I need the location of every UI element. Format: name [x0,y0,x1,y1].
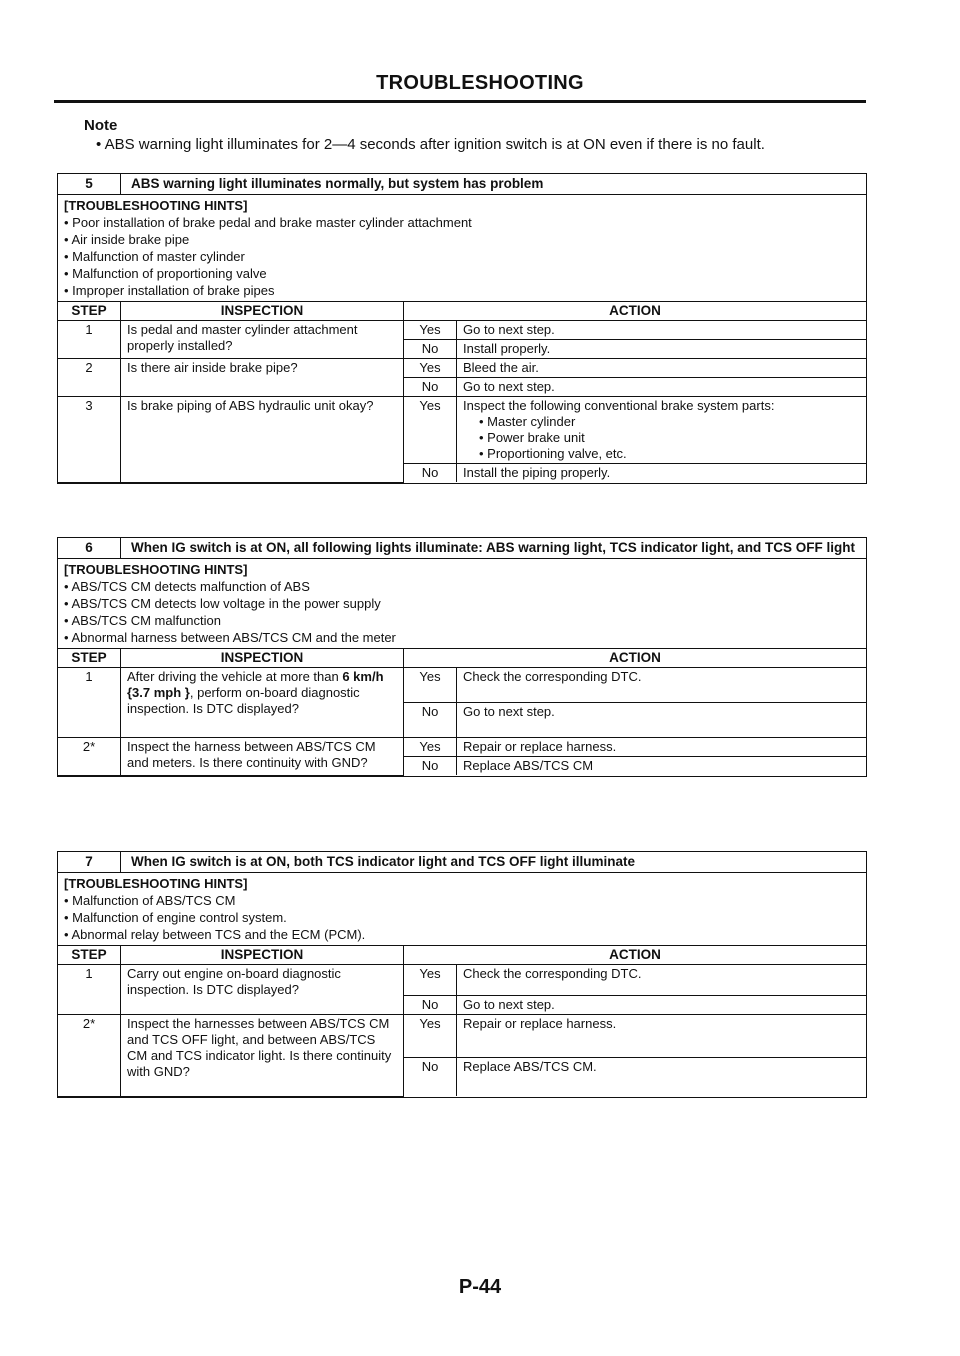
section-number: 5 [58,174,121,194]
table-header-row [58,649,866,668]
hints-block [58,873,866,946]
section-header [58,174,866,195]
col-inspection: INSPECTION [121,649,404,668]
step-number: 3 [58,397,121,483]
title-rule [54,100,866,103]
hint-item: • Malfunction of ABS/TCS CM [64,892,860,909]
section-6-box [57,537,867,777]
inspection-text: Inspect the harnesses between ABS/TCS CM and TCS OFF light, and between ABS/TCS CM and TCS indicator light. Is there continuity with GND? [121,1015,404,1097]
yes-label: Yes [404,321,457,340]
yes-action: Check the corresponding DTC. [457,668,867,703]
no-label: No [404,1058,457,1097]
col-action: ACTION [404,649,867,668]
hint-item: • Abnormal harness between ABS/TCS CM and the meter [64,629,860,646]
no-label: No [404,757,457,776]
col-step: STEP [58,302,121,321]
no-label: No [404,340,457,359]
yes-label: Yes [404,1015,457,1058]
table-header-row [58,302,866,321]
step-number: 1 [58,668,121,738]
step-number: 2* [58,1015,121,1097]
inspection-text: Is there air inside brake pipe? [121,359,404,397]
page-number: P-44 [458,1276,502,1298]
hints-title: [TROUBLESHOOTING HINTS] [64,876,248,891]
yes-label: Yes [404,359,457,378]
hint-item: • Abnormal relay between TCS and the ECM (PCM). [64,926,860,943]
yes-label: Yes [404,397,457,464]
hints-title: [TROUBLESHOOTING HINTS] [64,198,248,213]
no-label: No [404,703,457,738]
steps-table [58,302,866,483]
no-action: Go to next step. [457,703,867,738]
hint-item: • Malfunction of master cylinder [64,248,860,265]
hints-block [58,559,866,649]
table-row [58,738,866,757]
steps-table [58,649,866,776]
col-inspection: INSPECTION [121,946,404,965]
table-row [58,397,866,464]
yes-action: Repair or replace harness. [457,1015,867,1058]
hint-item: • Improper installation of brake pipes [64,282,860,299]
inspection-text: Inspect the harness between ABS/TCS CM and meters. Is there continuity with GND? [121,738,404,776]
no-action: Replace ABS/TCS CM [457,757,867,776]
step-number: 1 [58,321,121,359]
no-action: Replace ABS/TCS CM. [457,1058,867,1097]
hint-item: • ABS/TCS CM detects low voltage in the power supply [64,595,860,612]
no-action: Go to next step. [457,378,867,397]
no-label: No [404,378,457,397]
hint-item: • Poor installation of brake pedal and brake master cylinder attachment [64,214,860,231]
section-7-box [57,851,867,1098]
sub-item: • Master cylinder [463,414,860,430]
table-row [58,965,866,996]
no-label: No [404,464,457,483]
section-title: ABS warning light illuminates normally, but system has problem [131,176,544,191]
inspection-post: , perform on-board diagnostic inspection. Is DTC displayed? [127,685,360,716]
hint-item: • Malfunction of proportioning valve [64,265,860,282]
col-step: STEP [58,946,121,965]
col-action: ACTION [404,946,867,965]
hint-item: • Malfunction of engine control system. [64,909,860,926]
yes-action: Go to next step. [457,321,867,340]
section-header [58,538,866,559]
yes-label: Yes [404,668,457,703]
table-row [58,1015,866,1058]
section-title: When IG switch is at ON, all following lights illuminate: ABS warning light, TCS indicator light, and TCS OFF light [131,540,856,555]
steps-table [58,946,866,1097]
section-5-box [57,173,867,484]
step-number: 1 [58,965,121,1015]
no-label: No [404,996,457,1015]
yes-action: Inspect the following conventional brake system parts: [463,398,775,413]
inspection-pre: After driving the vehicle at more than [127,669,343,684]
table-row [58,359,866,378]
hint-item: • Air inside brake pipe [64,231,860,248]
hint-item: • ABS/TCS CM malfunction [64,612,860,629]
yes-label: Yes [404,738,457,757]
hint-item: • ABS/TCS CM detects malfunction of ABS [64,578,860,595]
yes-action: Bleed the air. [457,359,867,378]
table-row [58,321,866,340]
section-title: When IG switch is at ON, both TCS indicator light and TCS OFF light illuminate [131,854,636,869]
sub-item: • Proportioning valve, etc. [463,446,860,462]
hints-block [58,195,866,302]
col-step: STEP [58,649,121,668]
table-row [58,668,866,703]
page-title: TROUBLESHOOTING [376,72,584,94]
yes-label: Yes [404,965,457,996]
inspection-text: Is pedal and master cylinder attachment properly installed? [121,321,404,359]
col-action: ACTION [404,302,867,321]
note-text: • ABS warning light illuminates for 2—4 seconds after ignition switch is at ON even if there is no fault. [96,136,765,153]
inspection-text: Is brake piping of ABS hydraulic unit okay? [121,397,404,483]
no-action: Install the piping properly. [457,464,867,483]
inspection-text: Carry out engine on-board diagnostic inspection. Is DTC displayed? [121,965,404,1015]
yes-action-cell [457,397,867,464]
step-number: 2 [58,359,121,397]
yes-action: Repair or replace harness. [457,738,867,757]
step-number: 2* [58,738,121,776]
no-action: Go to next step. [457,996,867,1015]
no-action: Install properly. [457,340,867,359]
col-inspection: INSPECTION [121,302,404,321]
section-number: 6 [58,538,121,558]
inspection-text [121,668,404,738]
table-header-row [58,946,866,965]
section-number: 7 [58,852,121,872]
inspection-bold: 6 km/h {3.7 mph } [127,669,384,700]
yes-action: Check the corresponding DTC. [457,965,867,996]
hints-title: [TROUBLESHOOTING HINTS] [64,562,248,577]
note-label: Note [84,117,118,134]
section-header [58,852,866,873]
sub-item: • Power brake unit [463,430,860,446]
